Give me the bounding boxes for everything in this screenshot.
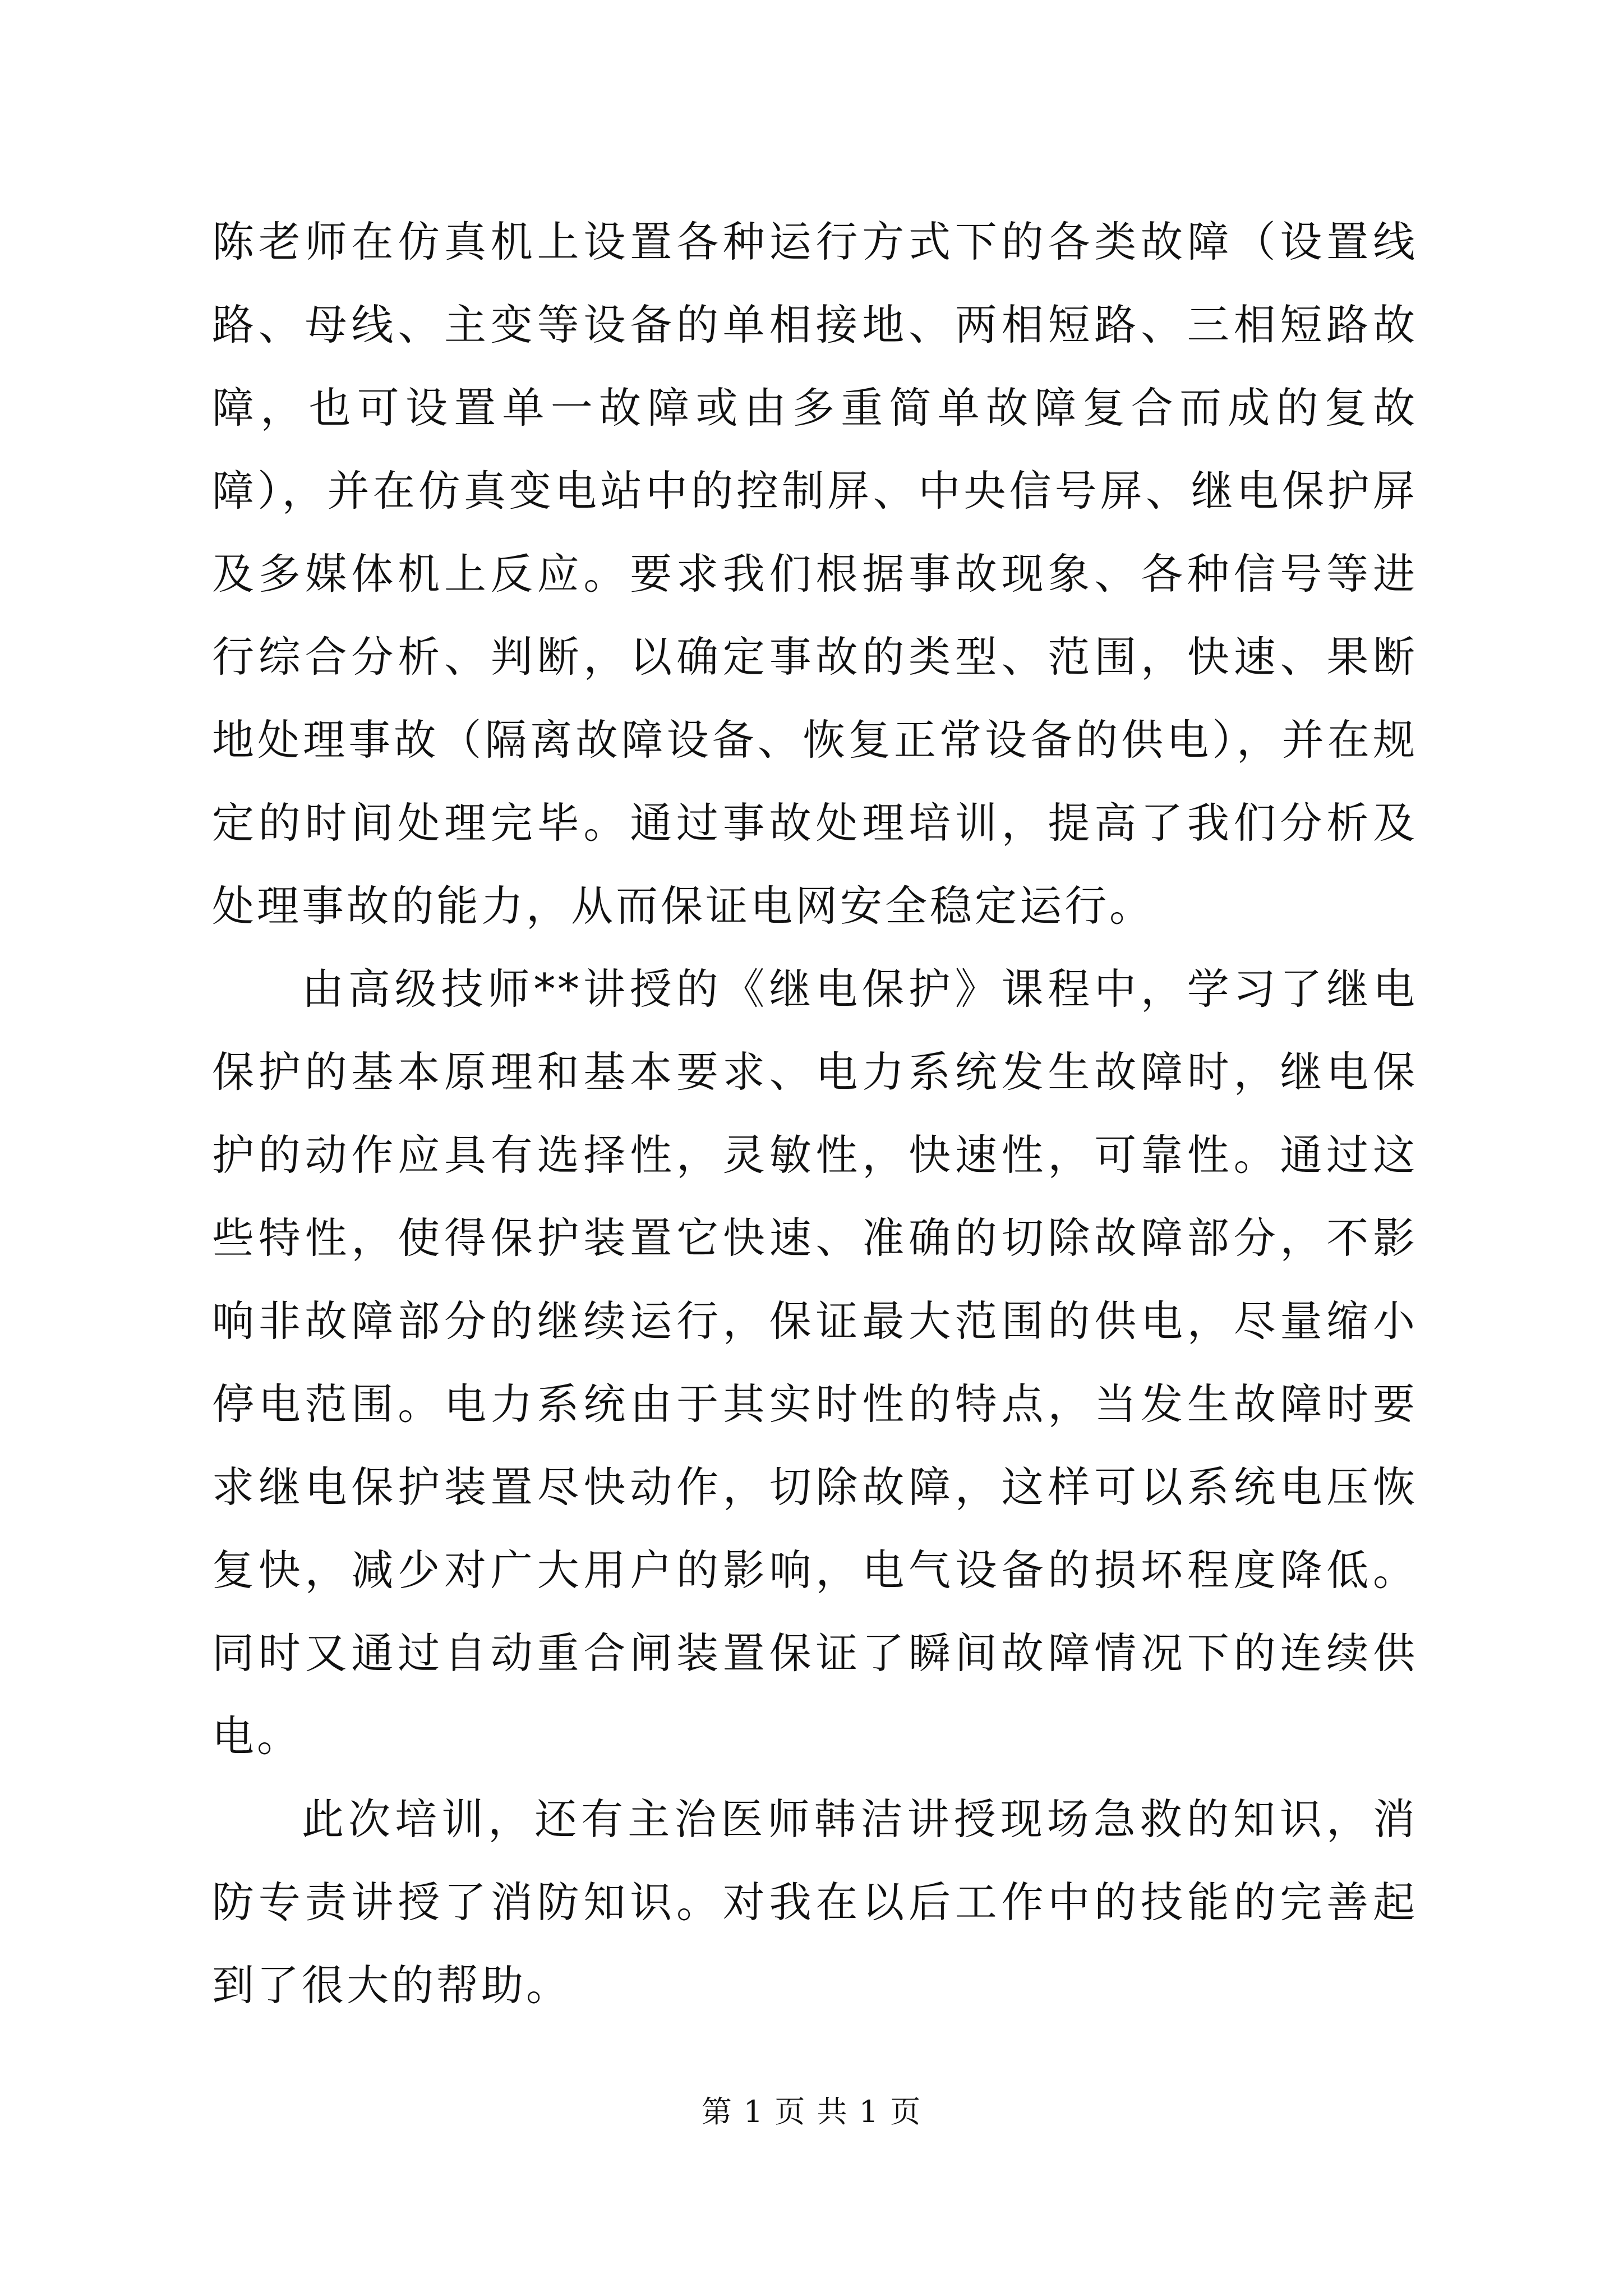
page-footer: 第 1 页 共 1 页 [701,2094,922,2129]
document-body [212,200,1418,2027]
paragraph-relay-protection: 由高级技师**讲授的《继电保护》课程中，学习了继电保护的基本原理和基本要求、电力系统发生故障时，继电保护的动作应具有选择性，灵敏性，快速性，可靠性。通过这些特性，使得保护装置它快速、准确的切除故障部分，不影响非故障部分的继续运行，保证最大范围的供电，尽量缩小停电范围。电力系统由于其实时性的特点，当发生故障时要求继电保护装置尽快动作，切除故障，这样可以系统电压恢复快，减少对广大用户的影响，电气设备的损坏程度降低。同时又通过自动重合闸装置保证了瞬间故障情况下的连续供电。 [212,964,1418,1761]
paragraph-first-aid-fire: 此次培训，还有主治医师韩洁讲授现场急救的知识，消防专责讲授了消防知识。对我在以后工作中的技能的完善起到了很大的帮助。 [212,1795,1418,2010]
paragraph-simulation-faults: 陈老师在仿真机上设置各种运行方式下的各类故障（设置线路、母线、主变等设备的单相接地、两相短路、三相短路故障，也可设置单一故障或由多重简单故障复合而成的复故障），并在仿真变电站中的控制屏、中央信号屏、继电保护屏及多媒体机上反应。要求我们根据事故现象、各种信号等进行综合分析、判断，以确定事故的类型、范围，快速、果断地处理事故（隔离故障设备、恢复正常设备的供电），并在规定的时间处理完毕。通过事故处理培训，提高了我们分析及处理事故的能力，从而保证电网安全稳定运行。 [212,217,1418,931]
